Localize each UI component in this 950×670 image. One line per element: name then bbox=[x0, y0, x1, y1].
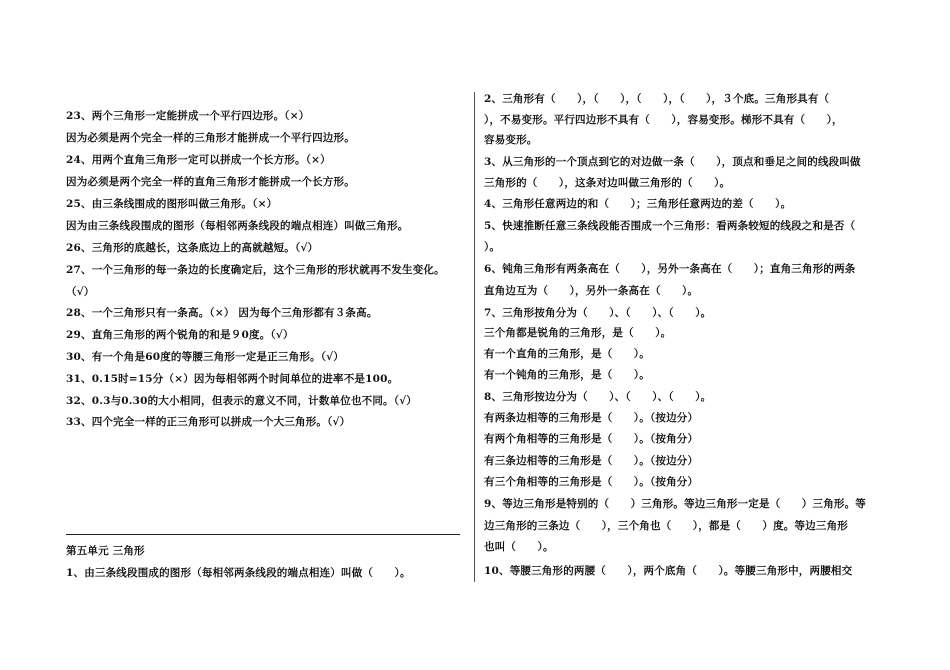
text-line: 31、0.15时=15分（×）因为每相邻两个时间单位的进率不是100。 bbox=[66, 373, 399, 385]
text-line: 30、有一个角是60度的等腰三角形一定是正三角形。（√） bbox=[66, 351, 344, 363]
text-line: 有两条边相等的三角形是（ ）。（按边分） bbox=[484, 412, 699, 424]
text-line: 6、钝角三角形有两条高在（ ），另外一条高在（ ）；直角三角形的两条 bbox=[484, 263, 856, 275]
text-line: 边三角形的三条边（ ），三个角也（ ），都是（ ）度。等边三角形 bbox=[484, 520, 848, 532]
section-title: 第五单元 三角形 bbox=[66, 545, 145, 557]
text-line: 有一个钝角的三角形，是（ ）。 bbox=[484, 369, 650, 381]
text-line: 7、三角形按角分为（ ）、（ ）、（ ）。 bbox=[484, 307, 712, 319]
text-line: 10、等腰三角形的两腰（ ），两个底角（ ）。等腰三角形中，两腰相交 bbox=[484, 565, 853, 577]
text-line: ），不易变形。平行四边形不具有（ ），容易变形。梯形不具有（ ）， bbox=[484, 114, 843, 126]
section-divider bbox=[66, 534, 460, 535]
text-line: 因为必须是两个完全一样的直角三角形才能拼成一个长方形。 bbox=[66, 176, 355, 188]
text-line: 33、四个完全一样的正三角形可以拼成一个大三角形。（√） bbox=[66, 416, 351, 428]
text-line: 有三条边相等的三角形是（ ）。（按边分） bbox=[484, 455, 699, 467]
text-line: 也叫（ ）。 bbox=[484, 541, 554, 553]
text-line: 29、直角三角形的两个锐角的和是９0度。（√） bbox=[66, 329, 294, 341]
text-line: 26、三角形的底越长，这条底边上的高就越短。（√） bbox=[66, 242, 319, 254]
text-line: 有两个角相等的三角形是（ ）。（按角分） bbox=[484, 433, 699, 445]
text-line: 因为必须是两个完全一样的三角形才能拼成一个平行四边形。 bbox=[66, 132, 355, 144]
text-line: 2、三角形有（ ），（ ），（ ），（ ），３个底。三角形具有（ bbox=[484, 93, 830, 105]
text-line: 27、一个三角形的每一条边的长度确定后，这个三角形的形状就再不发生变化。 bbox=[66, 264, 445, 276]
text-line: 23、两个三角形一定能拼成一个平行四边形。（×） bbox=[66, 110, 310, 122]
text-line: 8、三角形按边分为（ ）、（ ）、（ ）。 bbox=[484, 391, 712, 403]
text-line: 有三个角相等的三角形是（ ）。（按角分） bbox=[484, 476, 699, 488]
text-line: 4、三角形任意两边的和（ ）；三角形任意两边的差（ ）。 bbox=[484, 198, 792, 210]
text-line: 三角形的（ ），这条对边叫做三角形的（ ）。 bbox=[484, 177, 731, 189]
text-line: 有一个直角的三角形，是（ ）。 bbox=[484, 348, 650, 360]
text-line: 3、从三角形的一个顶点到它的对边做一条（ ），顶点和垂足之间的线段叫做 bbox=[484, 156, 861, 168]
text-line: 32、0.3与0.30的大小相同，但表示的意义不同，计数单位也不同。（√） bbox=[66, 395, 418, 407]
text-line: 容易变形。 bbox=[484, 134, 538, 146]
text-line: 1、由三条线段围成的图形（每相邻两条线段的端点相连）叫做（ ）。 bbox=[66, 567, 411, 579]
text-line: 5、快速推断任意三条线段能否围成一个三角形：看两条较短的线段之和是否（ bbox=[484, 220, 856, 232]
text-line: ）。 bbox=[484, 241, 501, 253]
column-divider bbox=[474, 92, 475, 582]
text-line: 三个角都是锐角的三角形，是（ ）。 bbox=[484, 327, 672, 339]
text-line: 28、一个三角形只有一条高。（×） 因为每个三角形都有３条高。 bbox=[66, 307, 378, 319]
text-line: 25、由三条线围成的图形叫做三角形。（×） bbox=[66, 198, 278, 210]
text-line: 9、等边三角形是特别的（ ）三角形。等边三角形一定是（ ）三角形。等 bbox=[484, 498, 867, 510]
text-line: 因为由三条线段围成的图形（每相邻两条线段的端点相连）叫做三角形。 bbox=[66, 220, 409, 232]
text-line: （√） bbox=[66, 286, 95, 298]
text-line: 24、用两个直角三角形一定可以拼成一个长方形。（×） bbox=[66, 154, 331, 166]
text-line: 直角边互为（ ），另外一条高在（ ）。 bbox=[484, 285, 699, 297]
